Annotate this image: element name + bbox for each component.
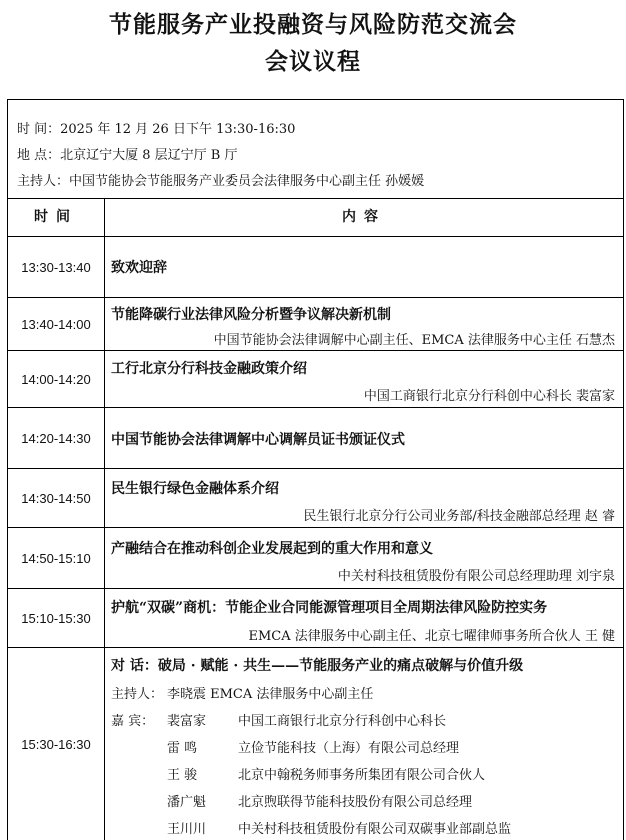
meeting-host: 主持人：中国节能协会节能服务产业委员会法律服务中心副主任 孙媛媛 xyxy=(17,174,425,189)
row-time: 14:00-14:20 xyxy=(8,351,105,407)
row-speaker: 中国工商银行北京分行科创中心科长 裴富家 xyxy=(363,389,615,404)
dialogue-guest-label: 嘉 宾： xyxy=(111,714,155,729)
meeting-info xyxy=(8,100,623,199)
row-time: 13:40-14:00 xyxy=(8,298,105,350)
table-row xyxy=(8,298,623,351)
table-row xyxy=(8,351,623,408)
table-row xyxy=(8,589,623,648)
header-content: 内容 xyxy=(342,209,386,225)
row-topic: 产融结合在推动科创企业发展起到的重大作用和意义 xyxy=(111,541,433,557)
guest-name: 王 骏 xyxy=(167,768,198,783)
table-header xyxy=(8,198,623,237)
agenda-table xyxy=(7,99,624,840)
guest-org: 北京中翰税务师事务所集团有限公司合伙人 xyxy=(238,768,486,783)
row-speaker: 中关村科技租赁股份有限公司总经理助理 刘宇泉 xyxy=(337,569,615,584)
row-topic: 护航“双碳”商机：节能企业合同能源管理项目全周期法律风险防控实务 xyxy=(111,600,548,616)
dialogue-host-label: 主持人： xyxy=(111,687,164,702)
guest-name: 裴富家 xyxy=(167,714,207,729)
guest-org: 中关村科技租赁股份有限公司双碳事业部副总监 xyxy=(238,822,512,837)
table-row xyxy=(8,408,623,469)
table-row xyxy=(8,469,623,528)
row-time: 15:10-15:30 xyxy=(8,589,105,647)
page-title: 节能服务产业投融资与风险防范交流会 xyxy=(109,11,517,38)
meeting-time: 时 间：2025 年 12 月 26 日下午 13:30-16:30 xyxy=(17,122,296,137)
row-time: 14:20-14:30 xyxy=(8,408,105,468)
header-time: 时间 xyxy=(8,198,105,236)
row-time: 15:30-16:30 xyxy=(8,648,105,840)
row-time: 13:30-13:40 xyxy=(8,237,105,297)
row-topic: 节能降碳行业法律风险分析暨争议解决新机制 xyxy=(111,307,391,323)
guest-name: 潘广魁 xyxy=(167,795,207,810)
page-subtitle: 会议议程 xyxy=(265,48,361,75)
row-speaker: 民生银行北京分行公司业务部/科技金融部总经理 赵 睿 xyxy=(303,509,615,524)
row-time: 14:50-15:10 xyxy=(8,528,105,588)
row-speaker: EMCA 法律服务中心副主任、北京七曜律师事务所合伙人 王 健 xyxy=(248,629,615,644)
dialogue-host: 李晓震 EMCA 法律服务中心副主任 xyxy=(167,687,374,702)
dialogue-row xyxy=(8,648,623,840)
table-row xyxy=(8,528,623,589)
row-topic: 中国节能协会法律调解中心调解员证书颁证仪式 xyxy=(111,432,405,448)
row-topic: 民生银行绿色金融体系介绍 xyxy=(111,481,279,497)
row-topic: 工行北京分行科技金融政策介绍 xyxy=(111,361,307,377)
row-topic: 致欢迎辞 xyxy=(111,260,167,276)
table-row xyxy=(8,237,623,298)
dialogue-title: 对 话：破局 · 赋能 · 共生——节能服务产业的痛点破解与价值升级 xyxy=(111,658,524,674)
row-speaker: 中国节能协会法律调解中心副主任、EMCA 法律服务中心主任 石慧杰 xyxy=(213,333,615,348)
guest-name: 王川川 xyxy=(167,822,207,837)
row-time: 14:30-14:50 xyxy=(8,469,105,527)
guest-org: 中国工商银行北京分行科创中心科长 xyxy=(238,714,447,729)
guest-org: 北京煦联得节能科技股份有限公司总经理 xyxy=(238,795,473,810)
meeting-place: 地 点：北京辽宁大厦 8 层辽宁厅 B 厅 xyxy=(17,148,238,163)
guest-org: 立俭节能科技（上海）有限公司总经理 xyxy=(238,741,460,756)
guest-name: 雷 鸣 xyxy=(167,741,198,756)
